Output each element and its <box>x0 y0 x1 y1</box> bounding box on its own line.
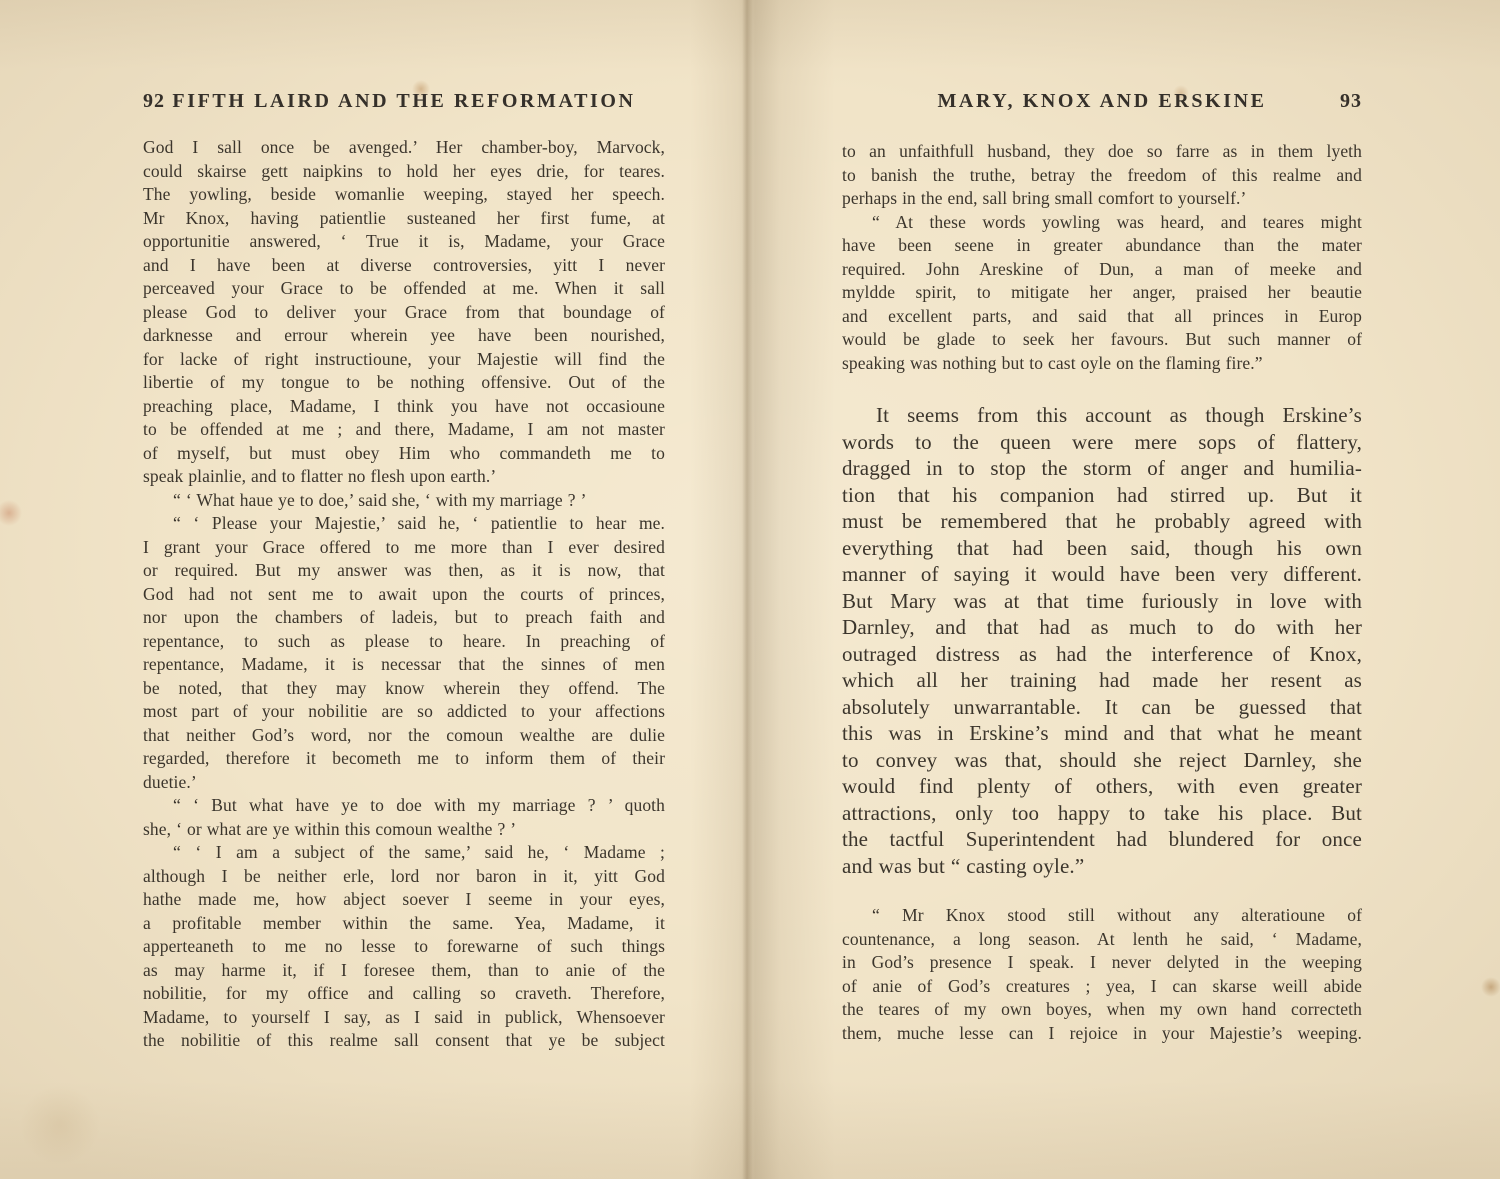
text-line: perceaved your Grace to be offended at me. When it sall <box>143 278 665 298</box>
text-line: repentance, Madame, it is necessar that the sinnes of men <box>143 654 665 674</box>
right-page-header <box>842 90 1362 118</box>
text-line: libertie of my tongue to be nothing offensive. Out of the <box>143 372 665 392</box>
quoted-passage-block <box>842 140 1362 375</box>
text-line: required. John Areskine of Dun, a man of meeke and <box>842 258 1362 279</box>
text-line: countenance, a long season. At lenth he said, ‘ Madame, <box>842 928 1362 949</box>
text-line: hathe made me, how abject soever I seeme in your eyes, <box>143 889 665 909</box>
text-line: myldde spirit, to mitigate her anger, praised her beautie <box>842 282 1362 302</box>
text-line: “ ‘ What haue ye to doe,’ said she, ‘ with my marriage ? ’ <box>173 489 587 510</box>
text-line: outraged distress as had the interference of Knox, <box>842 641 1362 666</box>
text-line: most part of your nobilitie are so addicted to your affections <box>143 701 665 721</box>
text-line: that neither God’s word, nor the comoun wealthe are dulie <box>143 724 665 745</box>
text-line: and was but “ casting oyle.” <box>842 853 1085 878</box>
text-line: to convey was that, should she reject Darnley, she <box>842 747 1362 772</box>
text-line: Darnley, and that had as much to do with her <box>842 615 1362 639</box>
text-line: opportunitie answered, ‘ True it is, Madame, your Grace <box>143 231 665 251</box>
page-number: 93 <box>1340 90 1362 112</box>
text-line: Mr Knox, having patientlie susteaned her first fume, at <box>143 207 665 228</box>
quoted-passage-block <box>842 904 1362 1045</box>
text-line: absolutely unwarrantable. It can be guessed that <box>842 694 1362 719</box>
text-line: darknesse and errour wherein yee have been nourished, <box>143 325 665 345</box>
text-line: nor upon the chambers of ladeis, but to preach faith and <box>143 607 665 627</box>
text-line: regarded, therefore it becometh me to inform them of their <box>143 748 665 768</box>
text-line: of anie of God’s creatures ; yea, I can skarse weill abide <box>842 975 1362 996</box>
text-line: speak plainlie, and to flatter no flesh upon earth.’ <box>143 466 497 486</box>
text-line: to an unfaithfull husband, they doe so farre as in them lyeth <box>842 141 1362 161</box>
text-line: to be offended at me ; and there, Madame, I am not master <box>143 419 665 439</box>
text-line: duetie.’ <box>143 771 197 792</box>
text-line: Madame, to yourself I say, as I said in publick, Whensoever <box>143 1006 665 1027</box>
text-line: them, muche lesse can I rejoice in your Majestie’s weeping. <box>842 1022 1362 1043</box>
text-line: and I have been at diverse controversies, yitt I never <box>143 254 665 275</box>
running-title: FIFTH LAIRD AND THE REFORMATION <box>172 90 636 112</box>
text-line: which all her training had made her resent as <box>842 668 1362 692</box>
text-line: “ ‘ I am a subject of the same,’ said he, ‘ Madame ; <box>173 842 665 862</box>
text-line: “ At these words yowling was heard, and teares might <box>872 211 1362 232</box>
text-line: God had not sent me to await upon the courts of princes, <box>143 583 665 604</box>
text-line: But Mary was at that time furiously in love with <box>842 588 1362 613</box>
text-line: could skairse gett naipkins to hold her eyes drie, for teares. <box>143 160 665 181</box>
text-line: repentance, to such as please to heare. In preaching of <box>143 630 665 651</box>
text-line: she, ‘ or what are ye within this comoun wealthe ? ’ <box>143 818 517 839</box>
commentary-text-block <box>842 402 1362 879</box>
text-line: of myself, but must obey Him who commandeth me to <box>143 442 665 463</box>
text-line: and excellent parts, and said that all princes in Europ <box>842 305 1362 326</box>
text-line: the nobilitie of this realme sall consent that ye be subject <box>143 1030 665 1050</box>
text-line: “ ‘ But what have ye to doe with my marriage ? ’ quoth <box>173 795 665 815</box>
page-number: 92 <box>143 90 165 112</box>
text-line: would be glade to seek her favours. But such manner of <box>842 329 1362 349</box>
left-page-header <box>143 90 665 118</box>
text-line: in God’s presence I speak. I never delyted in the weeping <box>842 952 1362 972</box>
text-line: a profitable member within the same. Yea, Madame, it <box>143 912 665 933</box>
text-line: be noted, that they may know wherein they offend. The <box>143 677 665 698</box>
text-line: please God to deliver your Grace from that boundage of <box>143 301 665 322</box>
text-line: apperteaneth to me no lesse to forewarne of such things <box>143 936 665 956</box>
text-line: would find plenty of others, with even greater <box>842 774 1362 798</box>
text-line: the teares of my own boyes, when my own hand correcteth <box>842 999 1362 1019</box>
text-line: “ Mr Knox stood still without any alteratioune of <box>872 905 1362 925</box>
text-line: although I be neither erle, lord nor baron in it, yitt God <box>143 865 665 886</box>
text-line: I grant your Grace offered to me more than I ever desired <box>143 536 665 557</box>
running-title: MARY, KNOX AND ERSKINE <box>937 90 1267 112</box>
left-page-body-text <box>143 136 665 1053</box>
text-line: must be remembered that he probably agreed with <box>842 509 1362 533</box>
text-line: perhaps in the end, sall bring small comfort to yourself.’ <box>842 188 1247 208</box>
text-line: or required. But my answer was then, as it is now, that <box>143 560 665 580</box>
text-line: words to the queen were mere sops of flattery, <box>842 429 1362 454</box>
text-line: dragged in to stop the storm of anger and humilia- <box>842 456 1362 480</box>
text-line: It seems from this account as though Erskine’s <box>876 403 1362 427</box>
text-line: as may harme it, if I foresee them, than to anie of the <box>143 959 665 980</box>
text-line: to banish the truthe, betray the freedom of this realme and <box>842 164 1362 185</box>
text-line: preaching place, Madame, I think you have not occasioune <box>143 395 665 416</box>
text-line: tion that his companion had stirred up. But it <box>842 482 1362 507</box>
text-line: for lacke of right instructioune, your Majestie will find the <box>143 348 665 369</box>
text-line: everything that had been said, though his own <box>842 535 1362 560</box>
text-line: nobilitie, for my office and calling so craveth. Therefore, <box>143 983 665 1003</box>
text-line: “ ‘ Please your Majestie,’ said he, ‘ patientlie to hear me. <box>173 513 665 533</box>
text-line: speaking was nothing but to cast oyle on the flaming fire.” <box>842 352 1263 373</box>
text-line: manner of saying it would have been very different. <box>842 562 1362 586</box>
text-line: have been seene in greater abundance than the mater <box>842 235 1362 255</box>
text-line: this was in Erskine’s mind and that what he meant <box>842 721 1362 745</box>
text-line: God I sall once be avenged.’ Her chamber-boy, Marvock, <box>143 137 665 157</box>
text-line: The yowling, beside womanlie weeping, stayed her speech. <box>143 184 665 204</box>
text-line: attractions, only too happy to take his place. But <box>842 800 1362 825</box>
text-line: the tactful Superintendent had blundered for once <box>842 827 1362 851</box>
